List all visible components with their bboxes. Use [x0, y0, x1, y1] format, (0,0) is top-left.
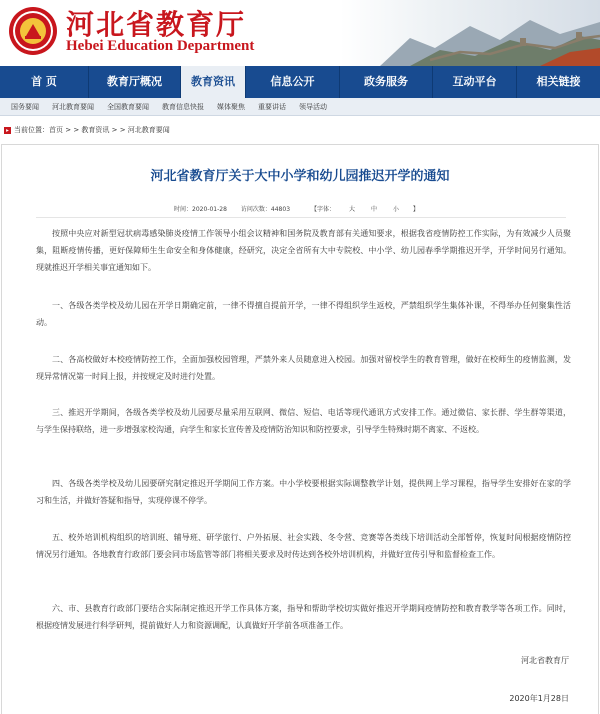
site-title: 河北省教育厅	[66, 8, 247, 41]
view-count: 访问次数：44803	[240, 205, 291, 213]
font-size-switcher	[304, 204, 426, 213]
article-paragraph: 四、各级各类学校及幼儿园要研究制定推迟开学期间工作方案。中小学校要根据实际调整教学计划，提供网上学习课程，指导学生安排好在家的学习和生活，并做好答疑和指导，实现停课不停学。	[36, 479, 571, 505]
subnav-item-hebei-news[interactable]: 河北教育要闻	[52, 102, 94, 111]
nav-item-news[interactable]: 教育资讯	[181, 66, 245, 98]
nav-item-interaction[interactable]: 互动平台	[452, 75, 497, 88]
article-date: 2020年1月28日	[509, 694, 569, 703]
font-size-close: 】	[412, 205, 419, 213]
font-size-label: 【字体：	[311, 205, 336, 213]
article-title: 河北省教育厅关于大中小学和幼儿园推迟开学的通知	[150, 169, 450, 184]
site-subtitle: Hebei Education Department	[66, 38, 255, 54]
article-paragraph: 二、各高校做好本校疫情防控工作，全面加强校园管理，严禁外来人员随意进入校园。加强对留校学生的教育管理，做好在校师生的疫情监测，发现异常情况第一时间上报，并按规定及时进行处置。	[36, 355, 571, 381]
subnav-item-state-news[interactable]: 国务要闻	[11, 102, 39, 111]
article-paragraph: 五、校外培训机构组织的培训班、辅导班、研学旅行、户外拓展、社会实践、冬令营、竞赛等各类线下培训活动全部暂停，恢复时间根据疫情防控情况另行通知。各地教育行政部门要会同市场监管等部门将相关要求及时传达到各校外培训机构，并做好宣传引导和监督检查工作。	[36, 533, 571, 559]
article-paragraph: 按照中央应对新型冠状病毒感染肺炎疫情工作领导小组会议精神和国务院及教育部有关通知要求，根据我省疫情防控工作实际，为有效减少人员聚集，阻断疫情传播，更好保障师生生命安全和身体健康，经研究，决定全省所有大中专院校、中小学、幼儿园春季学期推迟开学，开学时间另行通知。现就推迟开学相关事宜通知如下。	[36, 229, 571, 272]
article-paragraph: 三、推迟开学期间，各级各类学校及幼儿园要尽量采用互联网、微信、短信、电话等现代通讯方式安排工作。通过微信、家长群、学生群等渠道，与学生保持联络，进一步增强家校沟通，向学生和家长宣传普及疫情防治知识和防控要求，引导学生特殊时期不离家、不返校。	[36, 408, 571, 434]
font-size-medium-button[interactable]: 中	[370, 205, 377, 213]
article-paragraph: 六、市、县教育行政部门要结合实际制定推迟开学工作具体方案，指导和帮助学校切实做好推迟开学期间疫情防控和教育教学等各项工作。同时，根据疫情发展进行科学研判，提前做好人力和资源调配，认真做好开学前各项准备工作。	[36, 604, 571, 630]
article-meta	[2, 202, 598, 214]
main-nav	[0, 66, 600, 98]
subnav-item-leaders[interactable]: 领导活动	[299, 102, 327, 111]
emblem-logo[interactable]	[8, 6, 58, 56]
site-header	[0, 0, 600, 66]
subnav-item-national-news[interactable]: 全国教育要闻	[107, 102, 149, 111]
subnav-item-speeches[interactable]: 重要讲话	[258, 102, 286, 111]
nav-item-services[interactable]: 政务服务	[364, 75, 408, 88]
subnav-item-media[interactable]: 媒体聚焦	[217, 102, 245, 111]
article-paragraph: 一、各级各类学校及幼儿园在开学日期确定前，一律不得擅自提前开学，一律不得组织学生返校，严禁组织学生集体补课，不得举办任何聚集性活动。	[36, 301, 571, 327]
nav-item-links[interactable]: 相关链接	[536, 75, 581, 88]
great-wall-banner-image	[340, 0, 600, 66]
font-size-small-button[interactable]: 小	[392, 205, 399, 213]
nav-item-about[interactable]: 教育厅概况	[107, 75, 162, 88]
font-size-large-button[interactable]: 大	[349, 205, 356, 213]
breadcrumb	[4, 124, 170, 136]
title-divider	[36, 217, 566, 218]
nav-item-home[interactable]: 首 页	[31, 75, 57, 88]
location-icon	[4, 127, 11, 134]
nav-item-disclosure[interactable]: 信息公开	[270, 75, 315, 88]
article-signature: 河北省教育厅	[521, 656, 569, 665]
sub-nav	[0, 98, 600, 116]
subnav-item-bulletin[interactable]: 教育信息快报	[162, 102, 204, 111]
breadcrumb-text[interactable]: 当前位置：首页 > > 教育资讯 > > 河北教育要闻	[14, 126, 170, 134]
publish-time: 时间：2020-01-28	[174, 205, 227, 213]
article-panel	[1, 144, 599, 714]
